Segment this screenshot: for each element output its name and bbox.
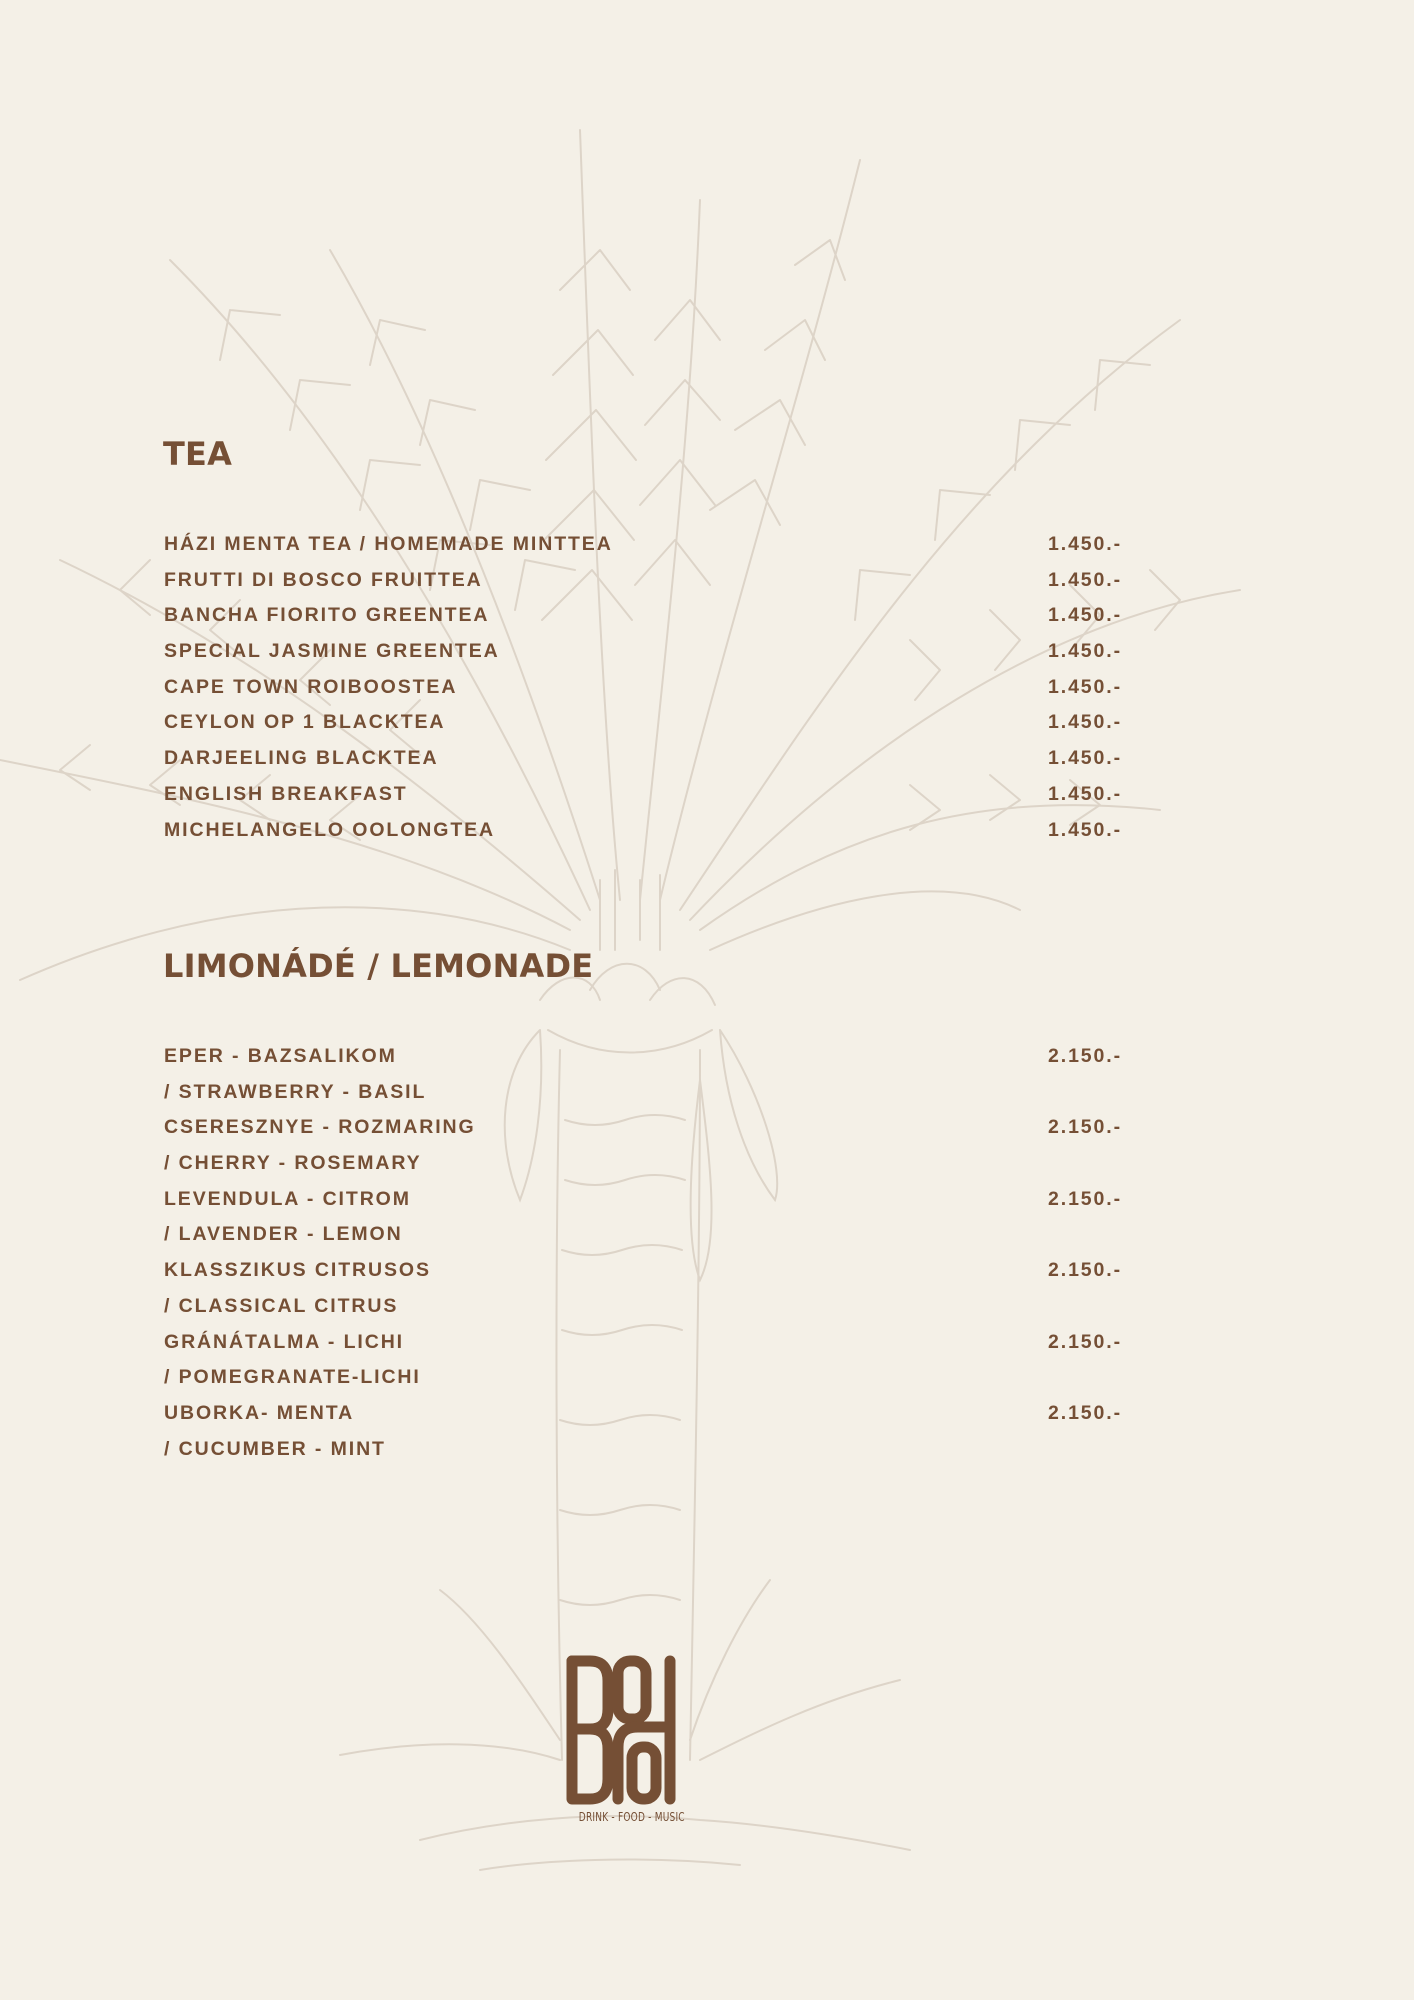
item-price: 1.450.- (1048, 747, 1123, 770)
menu-item (164, 675, 1128, 711)
item-name: CSERESZNYE - ROZMARING (164, 1116, 476, 1139)
item-price: 2.150.- (1048, 1259, 1123, 1282)
menu-item (164, 782, 1128, 818)
logo-tagline: DRINK - FOOD - MUSIC (578, 1809, 685, 1824)
item-name: GRÁNÁTALMA - LICHI (164, 1330, 404, 1353)
item-name: SPECIAL JASMINE GREENTEA (164, 640, 500, 663)
menu-item (164, 746, 1128, 782)
item-name: HÁZI MENTA TEA / HOMEMADE MINTTEA (164, 533, 613, 555)
lemonade-list (164, 1044, 1128, 1472)
menu-item (164, 710, 1128, 746)
tea-list (164, 532, 1128, 853)
item-price: 1.450.- (1048, 533, 1123, 555)
item-name: DARJEELING BLACKTEA (164, 747, 439, 770)
item-name-english: / POMEGRANATE-LICHI (164, 1366, 421, 1389)
item-price: 2.150.- (1048, 1401, 1123, 1424)
section-title-lemonade: LIMONÁDÉ / LEMONADE (163, 947, 594, 985)
item-price: 1.450.- (1048, 782, 1123, 805)
menu-item (164, 1115, 1128, 1186)
menu-item (164, 1187, 1128, 1258)
item-name: CEYLON OP 1 BLACKTEA (164, 711, 446, 734)
item-name-english: / CHERRY - ROSEMARY (164, 1152, 422, 1175)
item-price: 1.450.- (1048, 568, 1123, 591)
item-price: 1.450.- (1048, 675, 1123, 698)
item-name: EPER - BAZSALIKOM (164, 1045, 397, 1067)
item-name: LEVENDULA - CITROM (164, 1187, 411, 1210)
item-name: UBORKA- MENTA (164, 1401, 355, 1424)
item-name: CAPE TOWN ROIBOOSTEA (164, 675, 458, 698)
item-name: KLASSZIKUS CITRUSOS (164, 1259, 431, 1282)
menu-item (164, 639, 1128, 675)
menu-item (164, 818, 1128, 854)
boho-logo-mark (566, 1655, 678, 1805)
item-name-english: / CLASSICAL CITRUS (164, 1294, 399, 1317)
item-name: FRUTTI DI BOSCO FRUITTEA (164, 568, 483, 591)
menu-item (164, 532, 1128, 568)
menu-item (164, 603, 1128, 639)
item-name-english: / STRAWBERRY - BASIL (164, 1080, 427, 1103)
item-price: 1.450.- (1048, 711, 1123, 734)
item-price: 2.150.- (1048, 1330, 1123, 1353)
item-price: 1.450.- (1048, 604, 1123, 627)
menu-item (164, 568, 1128, 604)
boho-logo (562, 1655, 685, 1835)
menu-item (164, 1330, 1128, 1401)
menu-item (164, 1044, 1128, 1115)
item-price: 2.150.- (1048, 1187, 1123, 1210)
item-name-english: / LAVENDER - LEMON (164, 1223, 403, 1246)
item-name-english: / CUCUMBER - MINT (164, 1437, 386, 1460)
item-price: 1.450.- (1048, 640, 1123, 663)
item-name: BANCHA FIORITO GREENTEA (164, 604, 490, 627)
menu-item (164, 1258, 1128, 1329)
item-name: MICHELANGELO OOLONGTEA (164, 818, 496, 841)
item-name: ENGLISH BREAKFAST (164, 782, 408, 805)
menu-item (164, 1401, 1128, 1472)
item-price: 2.150.- (1048, 1116, 1123, 1139)
item-price: 1.450.- (1048, 818, 1123, 841)
section-title-tea: TEA (163, 435, 233, 473)
item-price: 2.150.- (1048, 1045, 1123, 1067)
